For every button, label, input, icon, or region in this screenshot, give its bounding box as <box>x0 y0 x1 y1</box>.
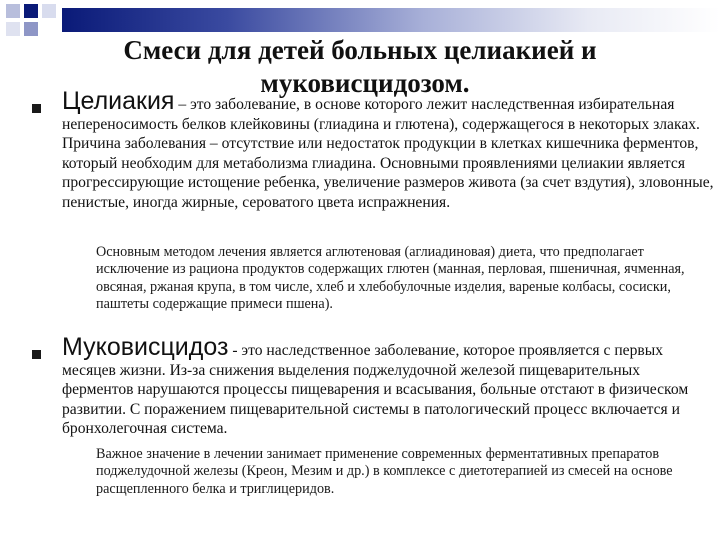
slide-title-line1: Смеси для детей больных целиакией и <box>123 35 597 65</box>
slide-title-line2: муковисцидозом. <box>260 68 470 98</box>
decor-square <box>24 4 38 18</box>
decor-square <box>42 4 56 18</box>
cf-paragraph <box>62 333 714 439</box>
square-bullet-icon <box>32 350 41 359</box>
cf-term: Муковисцидоз <box>62 333 229 361</box>
celiac-term: Целиакия <box>62 87 175 115</box>
header-gradient-bar <box>62 8 720 32</box>
cf-body: первых месяцев жизни. Из-за снижения выделения поджелудочной железой пищеварительных ферментов нарушаются процессы пищеварения и всасывания, больные отстают в физическом развитии. С поражением пищеварительной системы в патологический процесс включается и бронхолегочная система. <box>62 342 689 438</box>
celiac-paragraph <box>62 87 714 213</box>
cf-treatment: Важное значение в лечении занимает применение современных ферментативных препаратов поджелудочной железы (Креон, Мезим и др.) в комплексе с диетотерапией из смесей на основе расщепленного белка и триглицеридов. <box>96 446 673 497</box>
cf-lead: - это наследственное заболевание, которое проявляется с <box>228 342 611 359</box>
celiac-lead: – это заболевание, в основе которого лежит наследственная <box>174 96 575 113</box>
celiac-treatment: Основным методом лечения является аглютеновая (аглиадиновая) диета, что предполагает исключение из рациона продуктов содержащих глютен (манная, перловая, пшеничная, ячменная, овсяная, ржаная крупа, в том числе, хлеб и хлебобулочные изделия, вареные колбасы, сосиски, паштеты содержащие примеси пшена). <box>96 244 685 313</box>
decor-square <box>6 4 20 18</box>
celiac-body: избирательная непереносимость белков клейковины (глиадина и глютена), содержащегося в некоторых злаках. Причина заболевания – отсутствие или недостаток продукции в клетках кишечника ферментов, который необходим для метаболизма глиадина. Основными проявлениями целиакии является прогрессирующие истощение ребенка, увеличение размеров живота (за счет вздутия), зловонные, пенистые, иногда жирные, сероватого цвета испражнения. <box>62 96 714 211</box>
square-bullet-icon <box>32 104 41 113</box>
